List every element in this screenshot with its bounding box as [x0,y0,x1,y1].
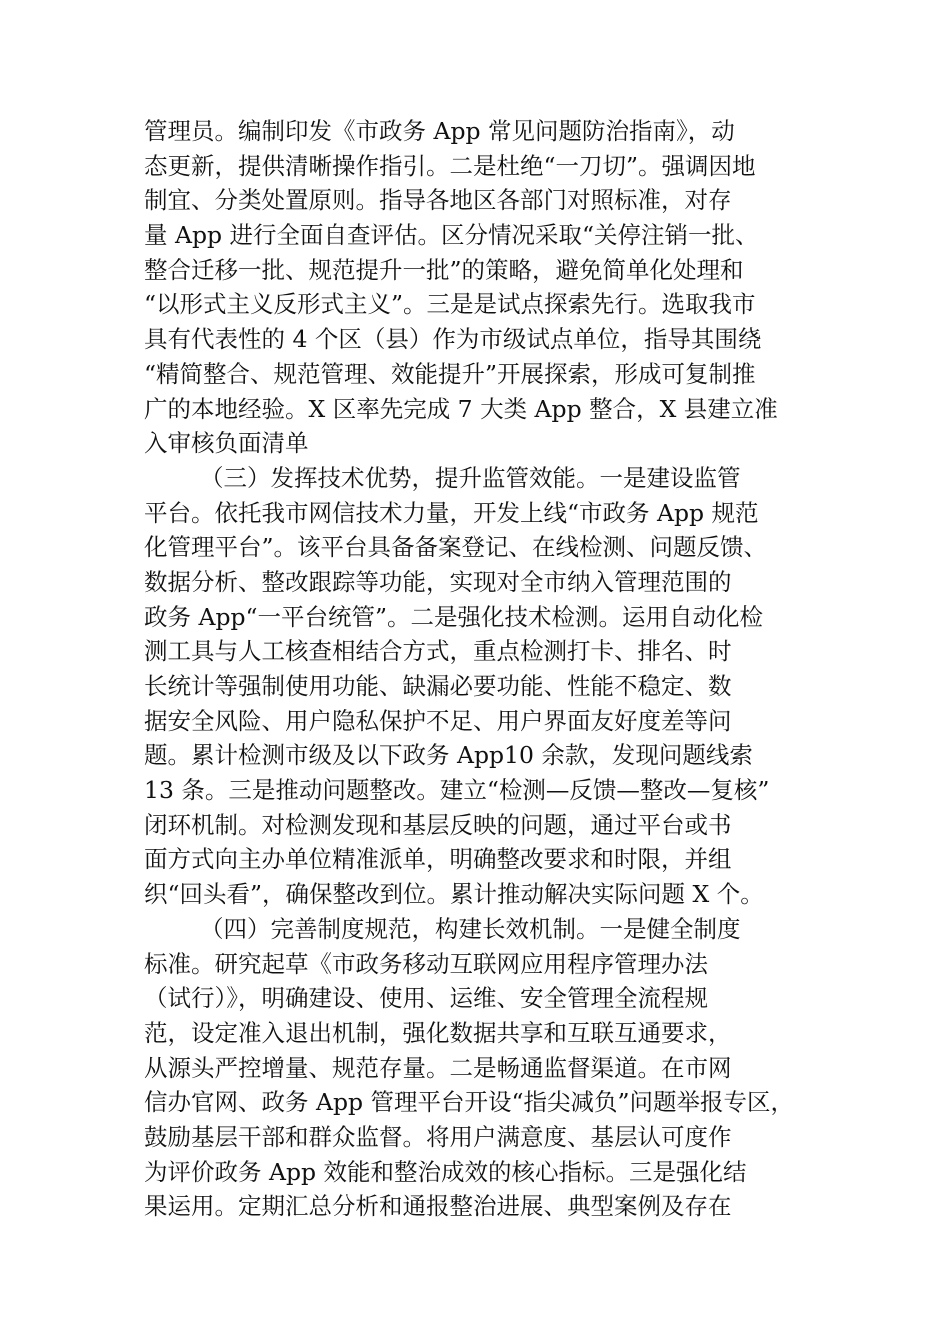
section-heading-line: （三）发挥技术优势，提升监管效能。一是建设监管 [200,463,741,492]
text-line: 平台。依托我市网信技术力量，开发上线“市政务 App 规范 [144,498,759,527]
text-line: 政务 App“一平台统管”。二是强化技术检测。运用自动化检 [144,602,764,631]
text-line: 管理员。编制印发《市政务 App 常见问题防治指南》，动 [144,117,735,145]
text-line: 信办官网、政务 App 管理平台开设“指尖减负”问题举报专区， [144,1088,795,1117]
text-line: （试行）》，明确建设、使用、运维、安全管理全流程规 [144,984,708,1013]
text-line: 从源头严控增量、规范存量。二是畅通监督渠道。在市网 [144,1053,732,1082]
text-line: 标准。研究起草《市政务移动互联网应用程序管理办法 [144,949,708,978]
text-line: 面方式向主办单位精准派单，明确整改要求和时限，并组 [144,845,732,874]
text-line: 态更新，提供清晰操作指引。二是杜绝“一刀切”。强调因地 [144,151,756,180]
text-line: 广的本地经验。X 区率先完成 7 大类 App 整合，X 县建立准 [144,394,778,423]
section-heading-line: （四）完善制度规范，构建长效机制。一是健全制度 [200,914,741,943]
text-line: 鼓励基层干部和群众监督。将用户满意度、基层认可度作 [144,1122,732,1151]
text-line: 13 条。三是推动问题整改。建立“检测—反馈—整改—复核” [144,776,770,805]
text-line: 测工具与人工核查相结合方式，重点检测打卡、排名、时 [144,637,732,666]
text-line: 整合迁移一批、规范提升一批”的策略，避免简单化处理和 [144,255,744,284]
text-line: 为评价政务 App 效能和整治成效的核心指标。三是强化结 [144,1157,747,1186]
text-line: 数据分析、整改跟踪等功能，实现对全市纳入管理范围的 [144,567,732,596]
text-line: 果运用。定期汇总分析和通报整治进展、典型案例及存在 [144,1192,732,1221]
text-line: 闭环机制。对检测发现和基层反映的问题，通过平台或书 [144,810,732,839]
text-line: “以形式主义反形式主义”。三是是试点探索先行。选取我市 [144,290,756,319]
text-line: 化管理平台”。该平台具备备案登记、在线检测、问题反馈、 [144,533,768,562]
text-line: “精简整合、规范管理、效能提升”开展探索，形成可复制推 [144,359,756,388]
text-line: 织“回头看”，确保整改到位。累计推动解决实际问题 X 个。 [144,880,764,909]
text-line: 入审核负面清单 [144,429,309,458]
text-line: 题。累计检测市级及以下政务 App10 余款，发现问题线索 [144,741,753,770]
text-line: 范，设定准入退出机制，强化数据共享和互联互通要求， [144,1018,732,1047]
text-line: 长统计等强制使用功能、缺漏必要功能、性能不稳定、数 [144,672,732,700]
text-line: 制宜、分类处置原则。指导各地区各部门对照标准，对存 [144,186,732,215]
text-line: 量 App 进行全面自查评估。区分情况采取“关停注销一批、 [144,221,759,250]
text-line: 具有代表性的 4 个区（县）作为市级试点单位，指导其围绕 [144,325,762,354]
body-text [144,114,824,1224]
text-line: 据安全风险、用户隐私保护不足、用户界面友好度差等问 [144,706,732,735]
